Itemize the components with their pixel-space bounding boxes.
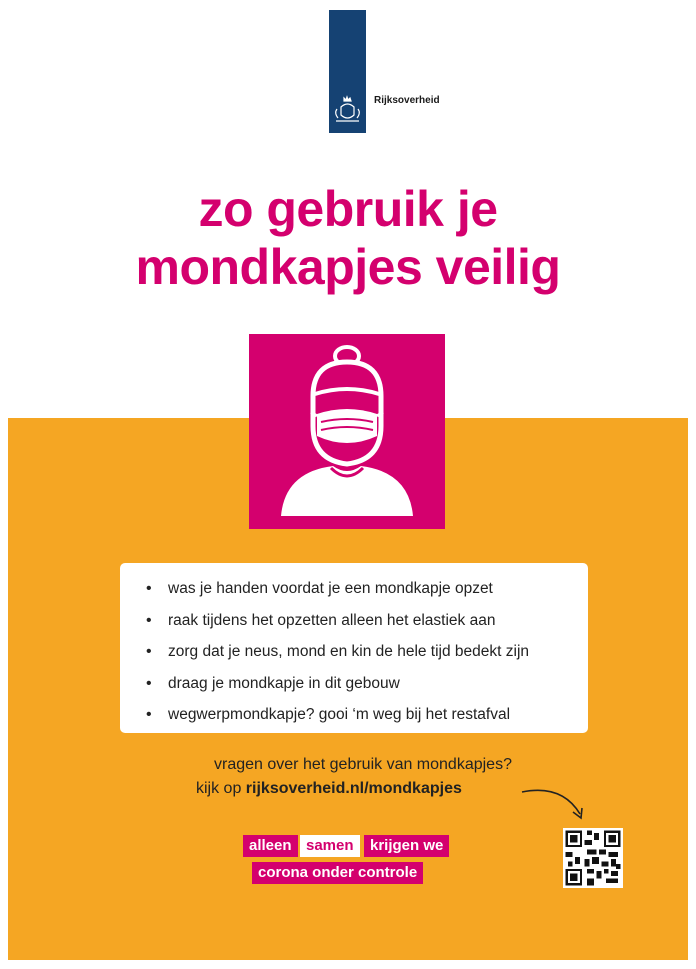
title-line-1: zo gebruik je <box>198 181 498 237</box>
face-mask-person-icon <box>249 334 445 529</box>
instructions-card <box>120 563 588 733</box>
link-line <box>196 780 462 798</box>
link-prefix: kijk op <box>196 780 246 797</box>
list-item: • draag je mondkapje in dit gebouw <box>146 674 400 692</box>
list-item: • wegwerpmondkapje? gooi ‘m weg bij het restafval <box>146 706 511 723</box>
list-item: • was je handen voordat je een mondkapje opzet <box>146 580 493 597</box>
list-item: • zorg dat je neus, mond en kin de hele tijd bedekt zijn <box>146 643 530 660</box>
slogan-word-krijgen-we: krijgen we <box>364 835 449 857</box>
curved-arrow-icon <box>520 782 590 832</box>
list-item: • raak tijdens het opzetten alleen het elastiek aan <box>146 611 496 629</box>
slogan-word-samen: samen <box>300 835 360 857</box>
title-line-2: mondkapjes veilig <box>135 239 561 295</box>
instructions-list <box>120 563 588 731</box>
question-text: vragen over het gebruik van mondkapjes? <box>214 756 512 773</box>
slogan-line-2: corona onder controle <box>252 862 423 884</box>
website-link[interactable]: rijksoverheid.nl/mondkapjes <box>245 780 462 797</box>
logo-text: Rijksoverheid <box>374 95 440 106</box>
rijksoverheid-logo-bar <box>329 10 366 133</box>
crest-icon <box>329 95 366 125</box>
icon-box <box>249 334 445 529</box>
page-title <box>0 180 696 296</box>
slogan-word-alleen: alleen <box>243 835 298 857</box>
qr-code-icon <box>563 828 623 888</box>
